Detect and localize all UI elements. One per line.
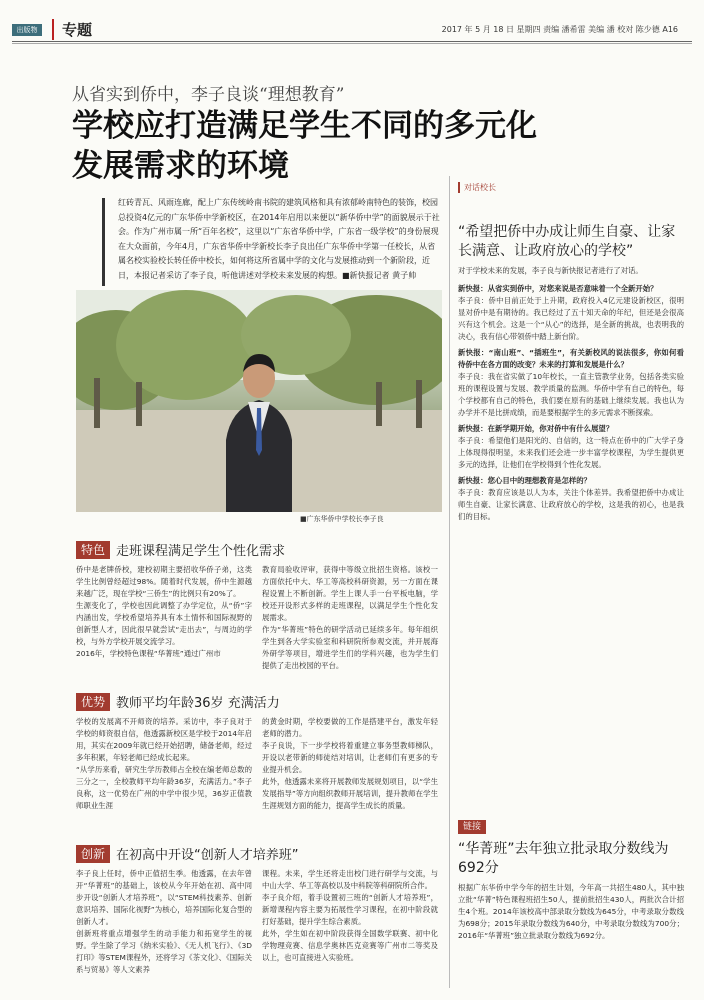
link-heading (458, 820, 684, 834)
interview-title: “希望把侨中办成让师生自豪、让家长满意、让政府放心的学校” (458, 224, 676, 259)
section-3-col-2: 课程。未来，学生还将走出校门进行研学与交流，与中山大学、华工等高校以及中科院等科研院所合作。 李子良介绍，着手设置初三班的“创新人才培养班”，新增课程内容主要为拓展性学习课程，在初中阶段就打好基础，提升学生综合素质。 此外，学生如在初中阶段获得全国数学联赛、初中化学物理竞赛、信息学奥林匹克竞赛等广州市二等奖及以上，也可直接进入实验班。 (262, 869, 438, 962)
section-tag: 优势 (76, 693, 110, 711)
link-tag: 链接 (458, 820, 486, 834)
section-title: 走班课程满足学生个性化需求 (116, 544, 286, 559)
link-body: 根据广东华侨中学今年的招生计划，今年高一共招生480人，其中独立批“华菁”特色课程班招生50人，提前批招生430人，两批次合计招生4个班。2014年该校高中部录取分数线为645分，中考录取分数线为698分；2015年录取分数线为640分，中考录取分数线为700分；2016年“华菁班”独立批录取分数线为692分。 (458, 883, 684, 940)
qa-item (458, 475, 684, 523)
answer: 李子良：侨中目前正处于上升期，政府投入4亿元建设新校区，很明显对侨中是有期待的。我已经过了五十知天命的年纪，但还是会很高兴有这个机会。这是一个“从心”的选择，是全新的挑战，也表明我的决心，我有信心带领侨中踏上新台阶。 (458, 296, 684, 341)
pre-title: 从省实到侨中，李子良谈“理想教育” (72, 85, 345, 105)
question: 新快报：从省实到侨中，对您来说是否意味着一个全新开始？ (458, 284, 658, 293)
link-box (458, 820, 684, 982)
section-1-col-2: 教育局验收评审，获得中等级立批招生资格。该校一方面依托中大、华工等高校科研资源，另一方面在课程设置上不断创新。学生上课人手一台平板电脑，学校还开设形式多样的走班课程，以满足学生个性化发展需求。 作为“华菁班”特色的研学活动已延续多年。每年组织学生到各大学实验室和科研院所参观交流，并开展海外研学等项目，增进学生们的学科兴趣，也为学生们提供了走出校园的平台。 (262, 565, 438, 670)
answer: 李子良：教育应该是以人为本，关注个体差异。我希望把侨中办成让师生自豪、让家长满意、让政府放心的学校，这是我的初心，也是我们的目标。 (458, 488, 684, 521)
answer: 李子良：我在省实做了10年校长，一直主管教学业务，包括各类实验班的课程设置与发展、教学质量的监测。华侨中学有自己的特色，每个学校都有自己的特色，我们要在原有的基础上继续发展。我也认为办学并不是比拼成绩，而是要根据学生的多元需求不断探索。 (458, 372, 684, 417)
section-title: 在初高中开设“创新人才培养班” (116, 848, 299, 863)
header-rule-secondary (12, 43, 692, 44)
qa-item (458, 347, 684, 419)
section-1-col-1: 侨中是老牌侨校，建校初期主要招收华侨子弟，这类学生比例曾经超过98%。随着时代发展，侨中生源越来越广泛，现在学校“三侨生”的比例只有20%了。 生源变化了，学校也因此调整了办学定位，从“侨”字内涵出发，学校希望培养具有本土情怀和国际视野的创新型人才，因此很早就尝试“走出去”，与周边的学校，与外方学校开展交流学习。 2016年，学校特色课程“华菁班”通过广州市 (76, 565, 252, 658)
lead-bar (102, 198, 105, 286)
section-2-col-2: 的黄金时期，学校要做的工作是搭建平台，激发年轻老师的潜力。 李子良说，下一步学校将着重建立事务型教师梯队，开设以老带新的师徒结对培训，让老师们有更多的专业提升机会。 此外，他透露未来将开展教师发展规划项目，以“学生发展指导”等方向组织教师开展培训，提升教师在学生生涯规划方面的能力，提高学生成长的质量。 (262, 717, 438, 810)
section-heading-1 (76, 540, 285, 559)
newspaper-logo: 出版物 (12, 24, 42, 36)
interview-intro: 对于学校未来的发展，李子良与新快报记者进行了对话。 (458, 266, 643, 275)
interview-column (458, 182, 684, 747)
section-tag: 创新 (76, 845, 110, 863)
question: 新快报：“南山班”、“插班生”，有关新校风的说法很多，你如何看待侨中在各方面的改变？未来的打算和发展是什么？ (458, 348, 684, 369)
header-rule (12, 41, 692, 42)
section-3-col-1: 李子良上任时，侨中正值招生季。他透露，在去年曾开“华菁班”的基础上，该校从今年开始在初、高中同步开设“创新人才培养班”，以“STEM科技素养、创新意识培养、国际化视野”为核心，培养国际化复合型的创新人才。 创新班将重点增强学生的动手能力和拓宽学生的视野。学生除了学习《纳米实验》、《无人机飞行》、《3D打印》等STEM课程外，还将学习《茶文化》、《国际关系与贸易》等人文素养 (76, 869, 252, 974)
headline: 学校应打造满足学生不同的多元化发展需求的环境 (72, 108, 537, 184)
question: 新快报：您心目中的理想教育是怎样的？ (458, 476, 592, 485)
answer: 李子良：希望他们是阳光的、自信的，这一特点在侨中的广大学子身上体现得很明显，未来我们还会进一步丰富学校课程，为学生提供更多元的选择，让他们在学校得到个性化发展。 (458, 436, 684, 469)
link-title: “华菁班”去年独立批录取分数线为692分 (458, 841, 669, 876)
date-line: 2017 年 5 月 18 日 星期四 责编 潘希雷 美编 潘 校对 陈少德 A16 (441, 25, 678, 34)
section-title: 教师平均年龄36岁 充满活力 (116, 696, 280, 711)
interview-qa-list (458, 277, 684, 747)
lead-paragraph: 红砖青瓦、风雨连廊，配上广东传统岭南书院的建筑风格和具有浓郁岭南特色的装饰，校园总投资4亿元的广东华侨中学新校区，在2014年启用以来便以“新华侨中学”的面貌展示于社会。作为广州市属一所“百年名校”，这里以“广东省华侨中学，广东省一级学校”的身份展现在大众面前，今年4月，广东省华侨中学新校长李子良出任广东华侨中学第一任校长，从省属名校实验校长转任侨中校长，如何将这所省属中学的文化与发展推动到一个新阶段，近日，本报记者采访了李子良，听他讲述对学校未来发展的构想。■新快报记者 黄子帅 (118, 198, 440, 280)
column-divider (449, 176, 450, 988)
portrait-photo (76, 290, 442, 512)
section-heading-3 (76, 844, 299, 863)
section-label: 专题 (52, 19, 92, 40)
photo-caption: ■广东华侨中学校长李子良 (300, 515, 384, 523)
qa-item (458, 423, 684, 471)
section-2-col-1: 学校的发展离不开师资的培养。采访中，李子良对于学校的师资很自信，他透露新校区是学校于2014年启用，其实在2009年就已经开始招聘，储备老师，经过多年积累，年轻老师已经成长起来。 “从学历来看，研究生学历教师占全校在编老师总数的三分之一，全校教师平均年龄36岁，充满活力。”李子良称，这一优势在广州的中学中很少见，36岁正值教师职业生涯 (76, 717, 252, 810)
portrait-illustration (76, 290, 442, 512)
interview-tag: 对话校长 (458, 182, 684, 193)
section-heading-2 (76, 692, 280, 711)
section-tag: 特色 (76, 541, 110, 559)
question: 新快报：在新学期开始，你对侨中有什么展望？ (458, 424, 614, 433)
qa-item (458, 283, 684, 343)
